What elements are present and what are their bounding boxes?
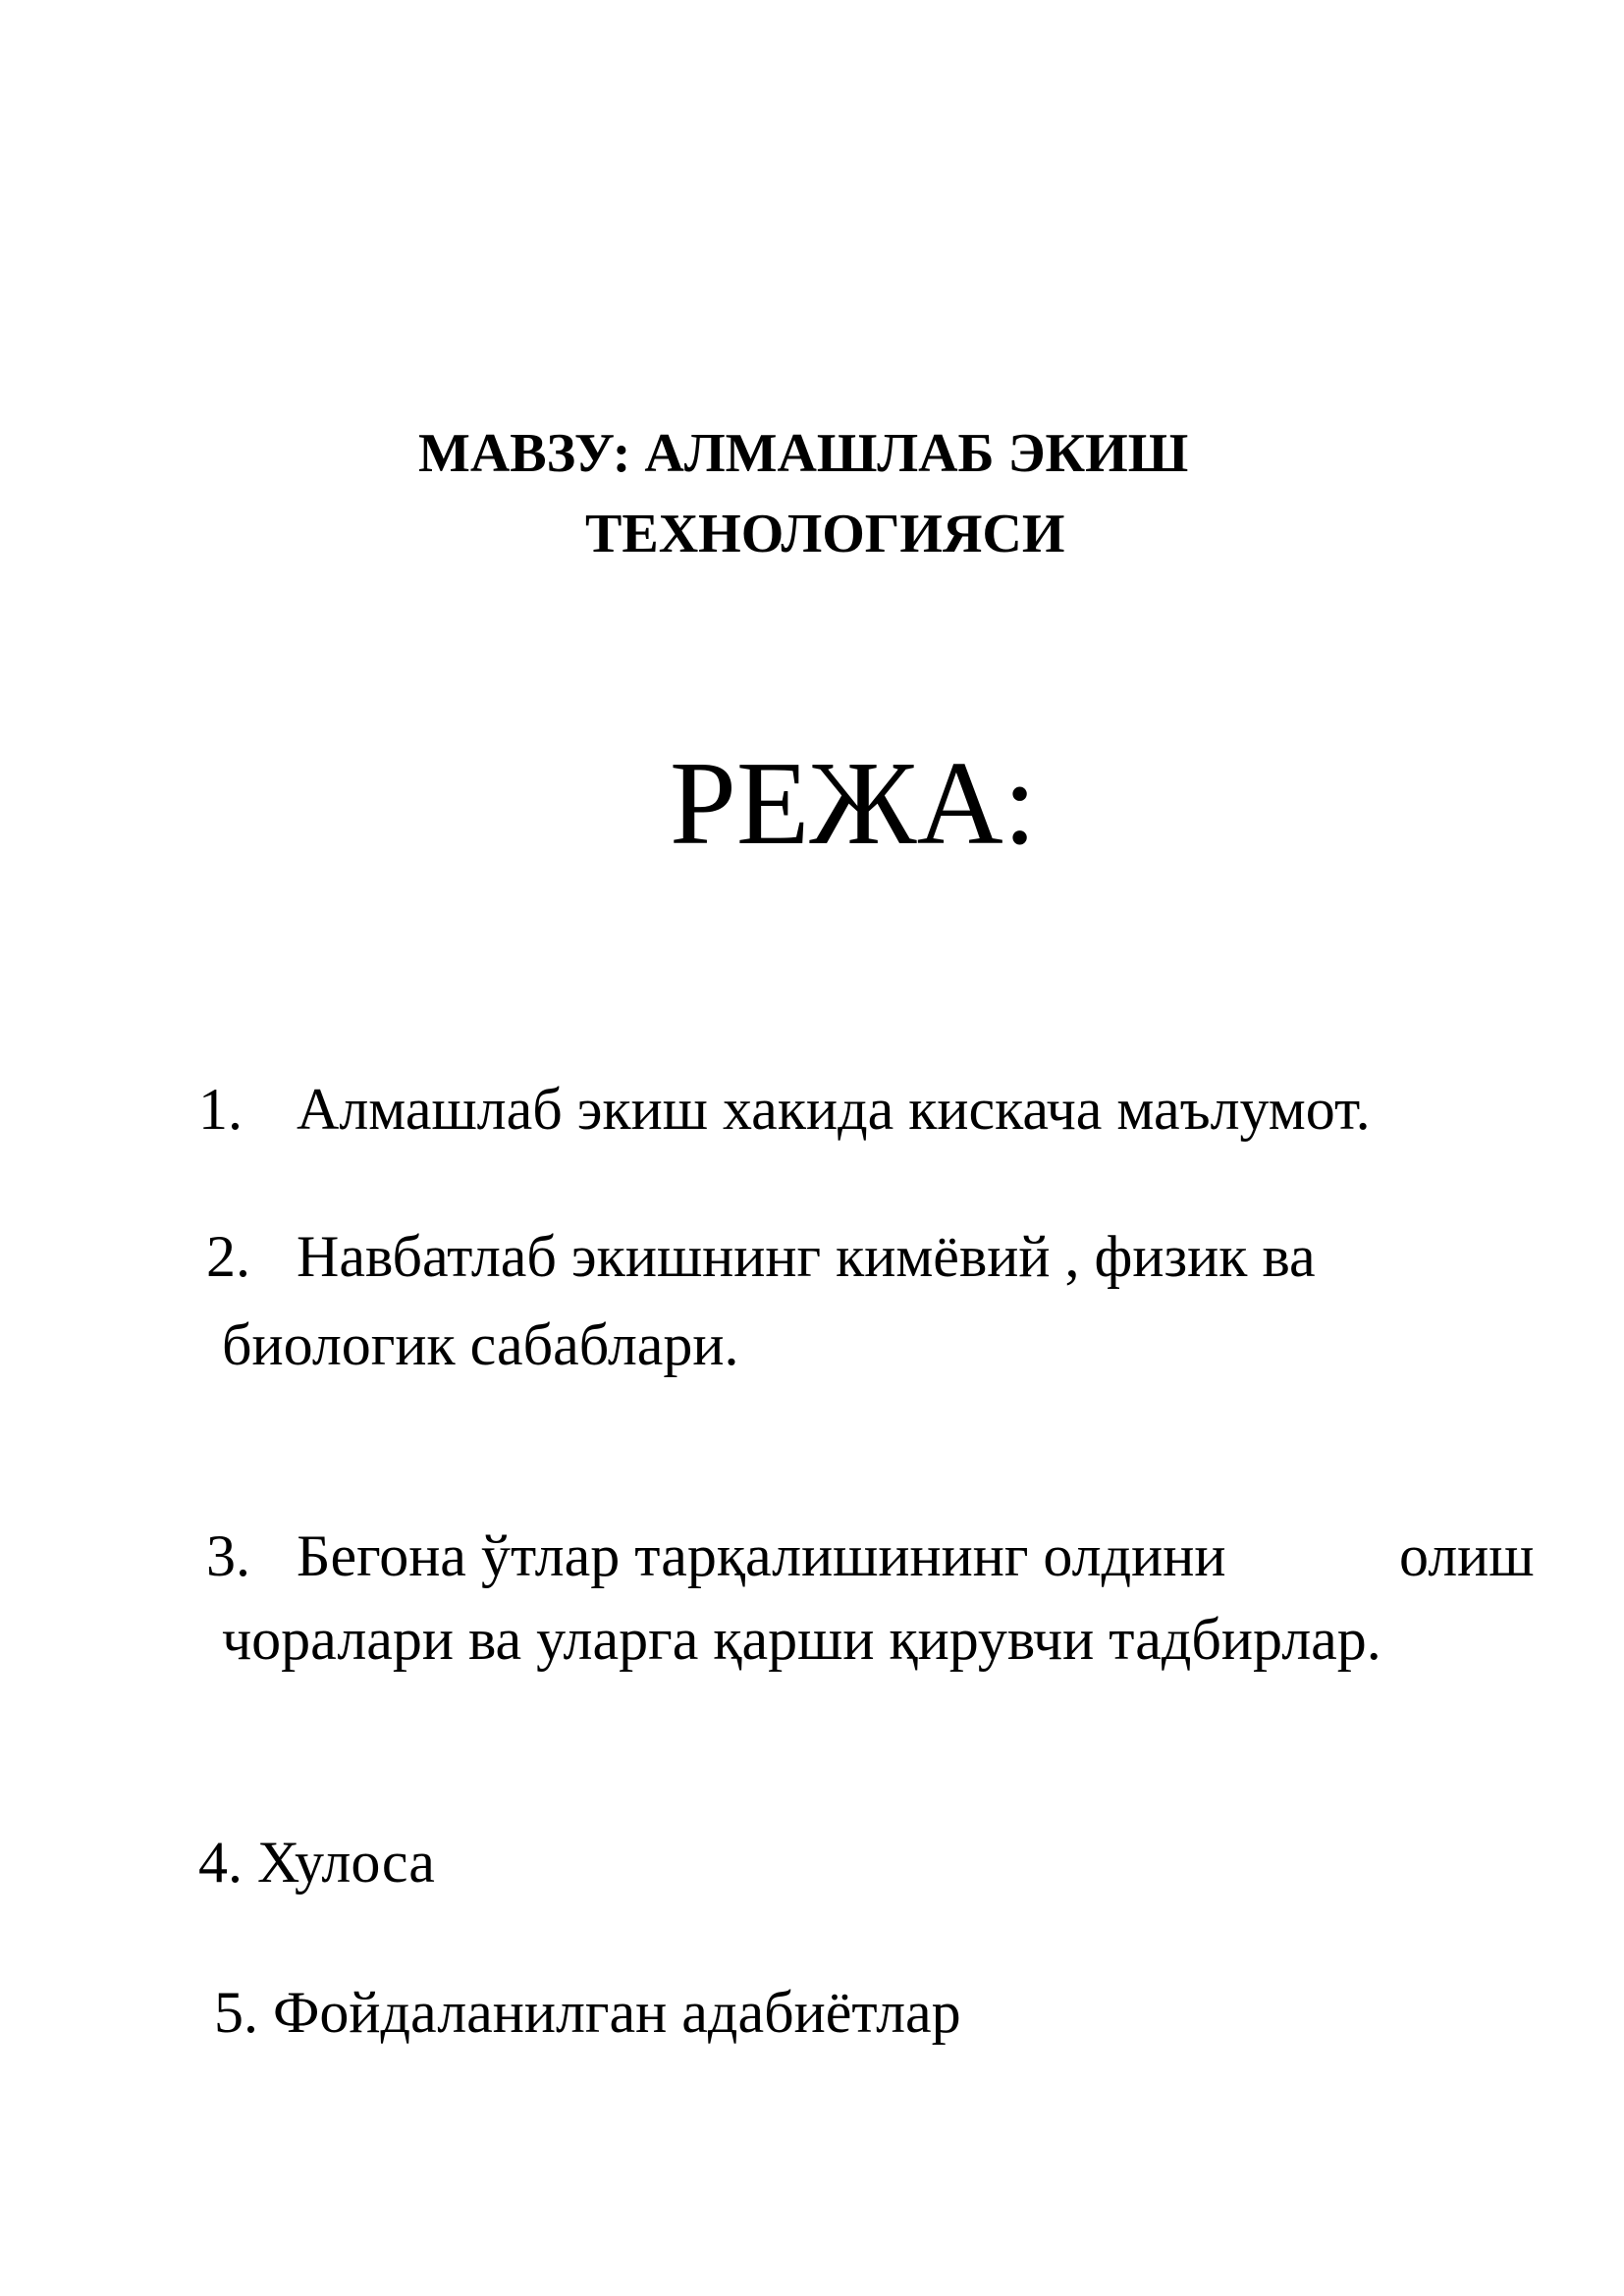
plan-item-number: 2. (206, 1224, 250, 1289)
plan-item-number: 1. (198, 1077, 243, 1142)
plan-heading: РЕЖА: (670, 737, 1037, 870)
plan-item-5: 5. Фойдаланилган адабиётлар (214, 1980, 961, 2045)
topic-title-line-2: ТЕХНОЛОГИЯСИ (585, 504, 1065, 564)
plan-item-text-end: олиш (1399, 1523, 1535, 1588)
plan-item-number: 3. (206, 1523, 250, 1588)
plan-item-2-continuation: биологик сабаблари. (222, 1312, 739, 1377)
plan-item-3-continuation: чоралари ва уларга қарши қирувчи тадбирлар. (222, 1607, 1381, 1672)
plan-item-4: 4. Хулоса (198, 1830, 435, 1895)
topic-title-line-1: МАВЗУ: АЛМАШЛАБ ЭКИШ (418, 423, 1189, 484)
plan-item-text: Алмашлаб экиш хакида кискача маълумот. (297, 1077, 1371, 1142)
plan-item-text: Навбатлаб экишнинг кимёвий , физик ва (297, 1224, 1316, 1289)
plan-item-text: Бегона ўтлар тарқалишининг олдини (297, 1523, 1226, 1588)
